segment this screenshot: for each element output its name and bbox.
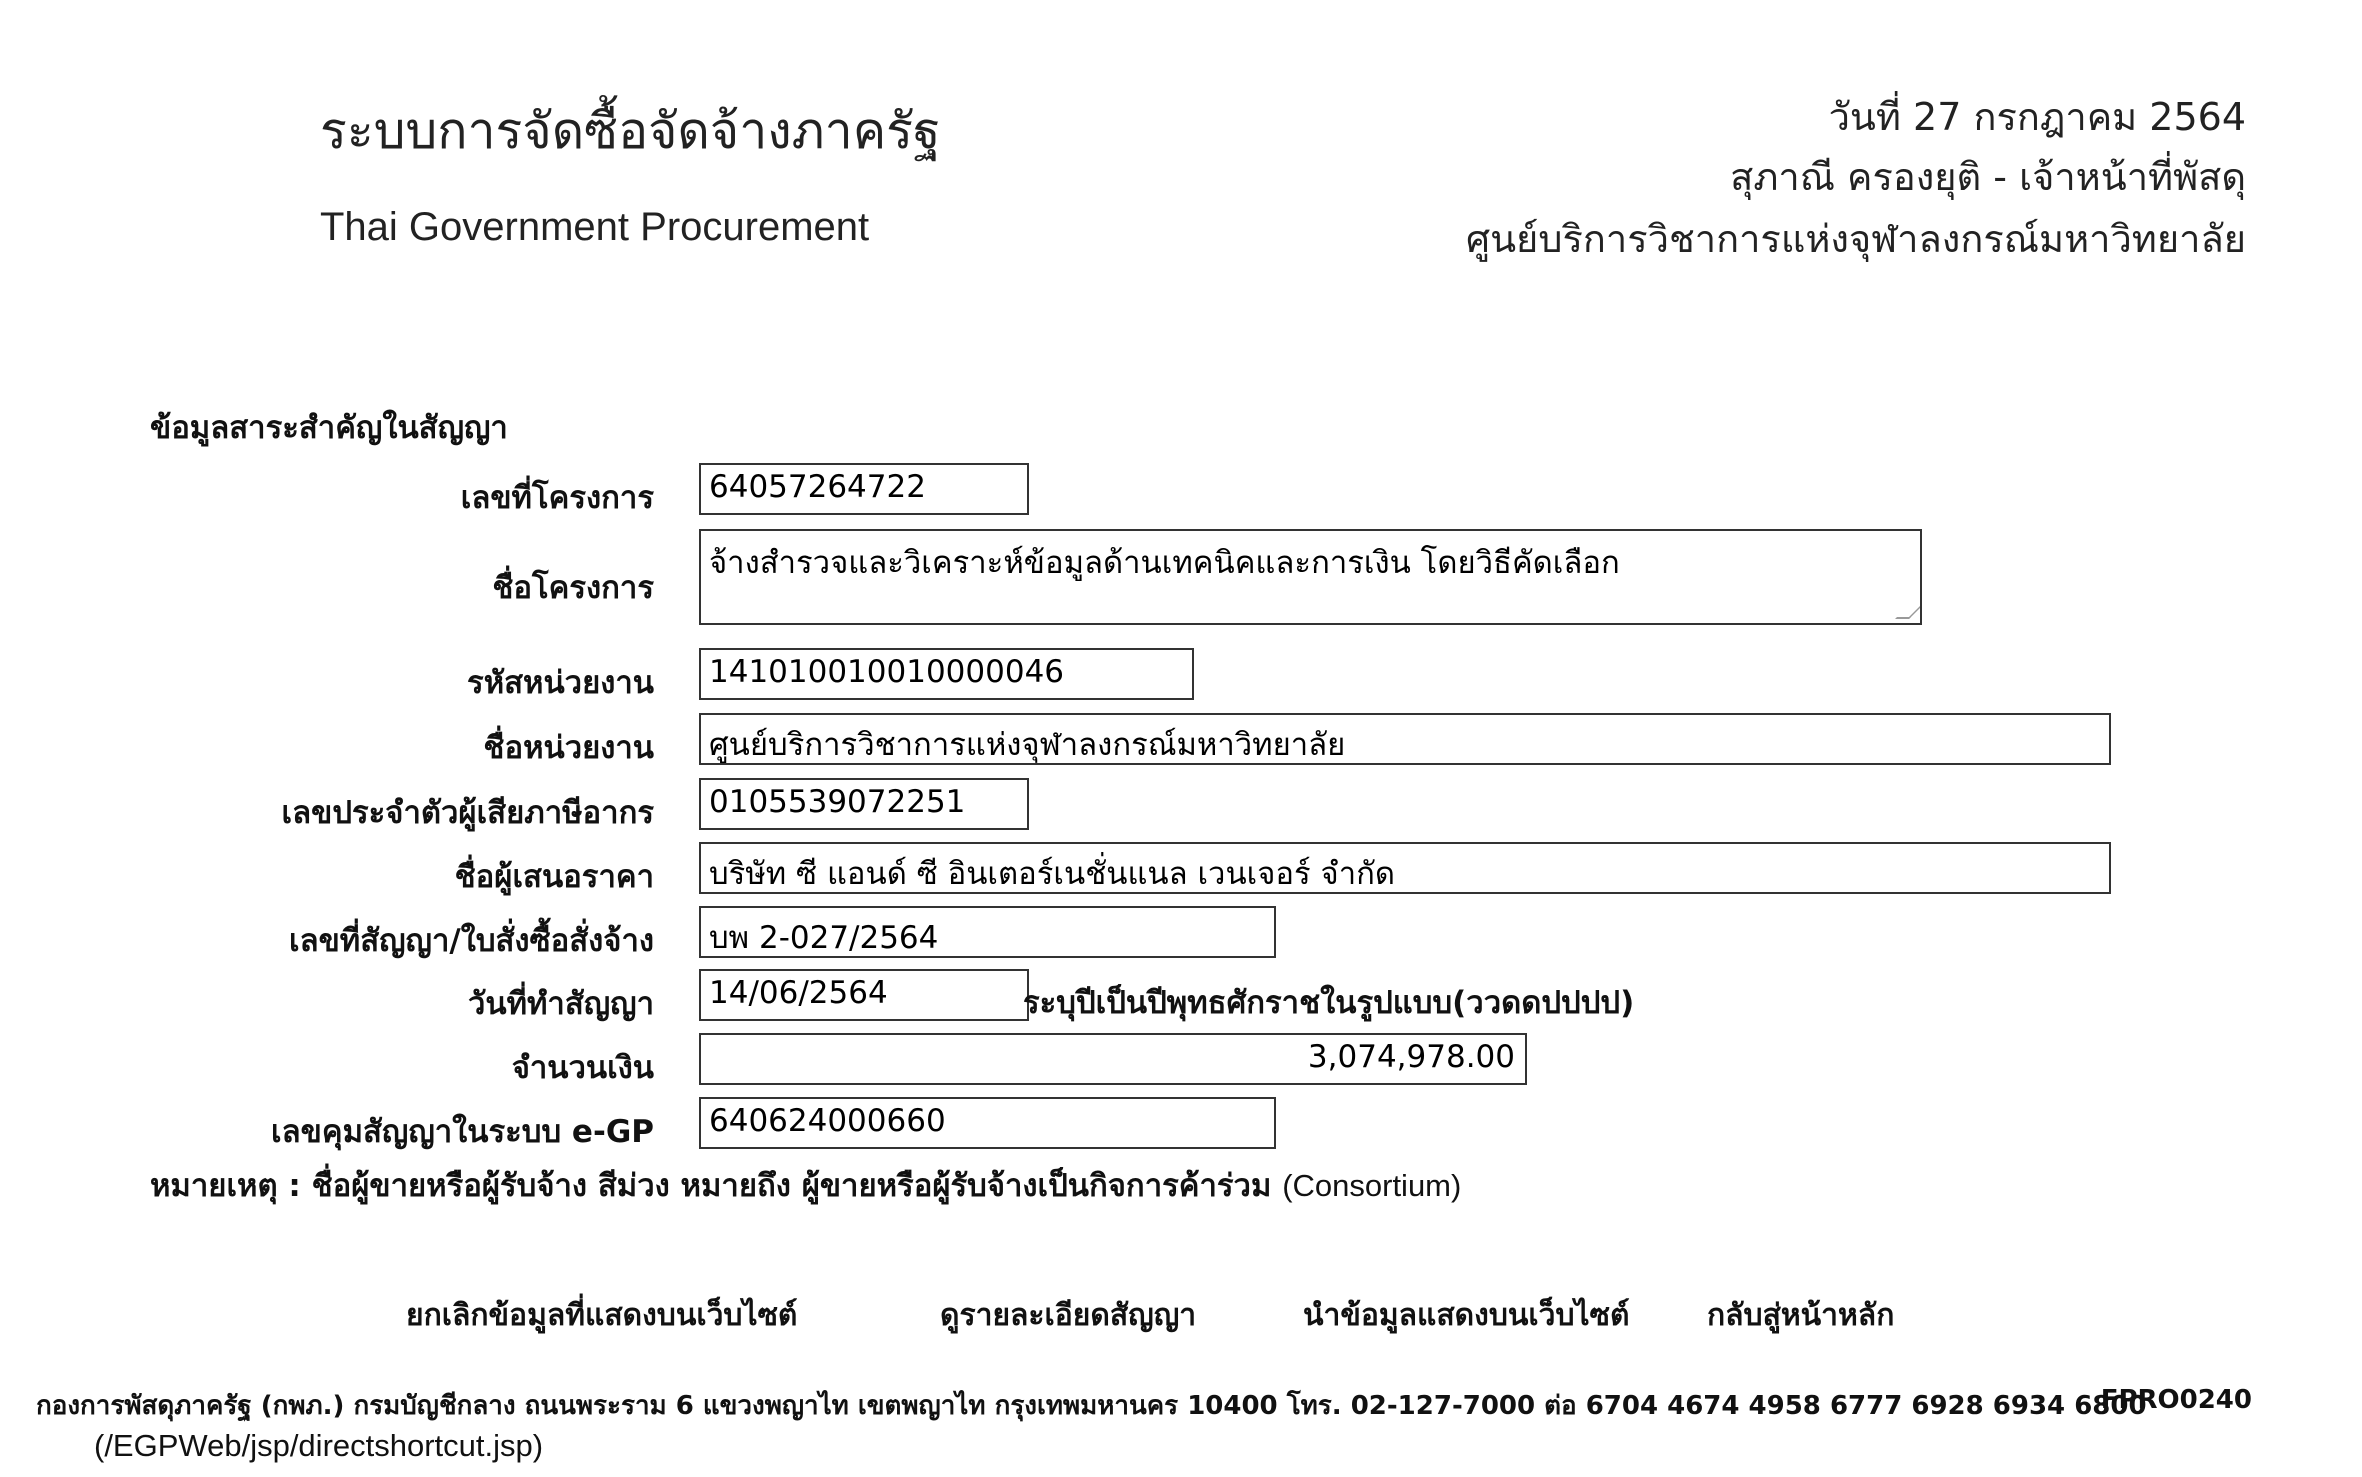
footer-address: กองการพัสดุภาครัฐ (กพภ.) กรมบัญชีกลาง ถนนพระราม 6 แขวงพญาไท เขตพญาไท กรุงเทพมหานคร 10400 โทร. 02-127-7000 ต่อ 6704 4674 4958 6777 6928 6934 6800 bbox=[36, 1391, 2147, 1421]
resize-handle-icon[interactable] bbox=[1895, 605, 1922, 619]
project-name-value: จ้างสำรวจและวิเคราะห์ข้อมูลด้านเทคนิคและการเงิน โดยวิธีคัดเลือก bbox=[709, 545, 1620, 581]
note-main: หมายเหตุ : ชื่อผู้ขายหรือผู้รับจ้าง สีม่วง หมายถึง ผู้ขายหรือผู้รับจ้างเป็นกิจการค้าร่วม bbox=[150, 1168, 1272, 1204]
contract-no-field[interactable]: บพ 2-027/2564 bbox=[699, 906, 1276, 958]
user-info: สุภาณี ครองยุติ - เจ้าหน้าที่พัสดุ bbox=[1730, 155, 2246, 199]
cancel-web-display-button[interactable]: ยกเลิกข้อมูลที่แสดงบนเว็บไซต์ bbox=[406, 1298, 798, 1333]
contract-date-field[interactable]: 14/06/2564 bbox=[699, 969, 1029, 1021]
bidder-name-label: ชื่อผู้เสนอราคา bbox=[454, 859, 654, 895]
note-text bbox=[150, 1160, 1461, 1210]
system-name-thai: ระบบการจัดซื้อจัดจ้างภาครัฐ bbox=[320, 102, 941, 160]
back-to-home-button[interactable]: กลับสู่หน้าหลัก bbox=[1707, 1298, 1895, 1333]
note-suffix: (Consortium) bbox=[1282, 1168, 1462, 1203]
organization-name: ศูนย์บริการวิชาการแห่งจุฬาลงกรณ์มหาวิทยาลัย bbox=[1465, 217, 2246, 261]
project-no-field[interactable]: 64057264722 bbox=[699, 463, 1029, 515]
dept-name-field[interactable]: ศูนย์บริการวิชาการแห่งจุฬาลงกรณ์มหาวิทยาลัย bbox=[699, 713, 2111, 765]
section-title: ข้อมูลสาระสำคัญในสัญญา bbox=[150, 410, 508, 446]
page-code: FPRO0240 bbox=[2100, 1385, 2252, 1415]
amount-field[interactable]: 3,074,978.00 bbox=[699, 1033, 1527, 1085]
amount-label: จำนวนเงิน bbox=[511, 1050, 654, 1086]
project-no-label: เลขที่โครงการ bbox=[460, 480, 654, 516]
view-contract-details-button[interactable]: ดูรายละเอียดสัญญา bbox=[940, 1298, 1197, 1333]
dept-code-field[interactable]: 141010010010000046 bbox=[699, 648, 1194, 700]
contract-date-label: วันที่ทำสัญญา bbox=[467, 986, 654, 1022]
publish-to-web-button[interactable]: นำข้อมูลแสดงบนเว็บไซต์ bbox=[1303, 1298, 1630, 1333]
tax-id-label: เลขประจำตัวผู้เสียภาษีอากร bbox=[281, 795, 654, 831]
page-url: (/EGPWeb/jsp/directshortcut.jsp) bbox=[94, 1428, 544, 1463]
dept-code-label: รหัสหน่วยงาน bbox=[467, 665, 654, 701]
current-date: วันที่ 27 กรกฎาคม 2564 bbox=[1828, 95, 2246, 139]
system-name-english: Thai Government Procurement bbox=[320, 205, 870, 249]
contract-date-hint: ระบุปีเป็นปีพุทธศักราชในรูปแบบ(ววดดปปปป) bbox=[1023, 985, 1635, 1021]
dept-name-label: ชื่อหน่วยงาน bbox=[483, 730, 654, 766]
project-name-field[interactable] bbox=[699, 529, 1922, 625]
contract-no-label: เลขที่สัญญา/ใบสั่งซื้อสั่งจ้าง bbox=[289, 923, 654, 959]
tax-id-field[interactable]: 0105539072251 bbox=[699, 778, 1029, 830]
project-name-label: ชื่อโครงการ bbox=[492, 570, 654, 606]
egp-contract-no-field[interactable]: 640624000660 bbox=[699, 1097, 1276, 1149]
bidder-name-field[interactable]: บริษัท ซี แอนด์ ซี อินเตอร์เนชั่นแนล เวนเจอร์ จำกัด bbox=[699, 842, 2111, 894]
egp-contract-no-label: เลขคุมสัญญาในระบบ e-GP bbox=[271, 1114, 654, 1150]
